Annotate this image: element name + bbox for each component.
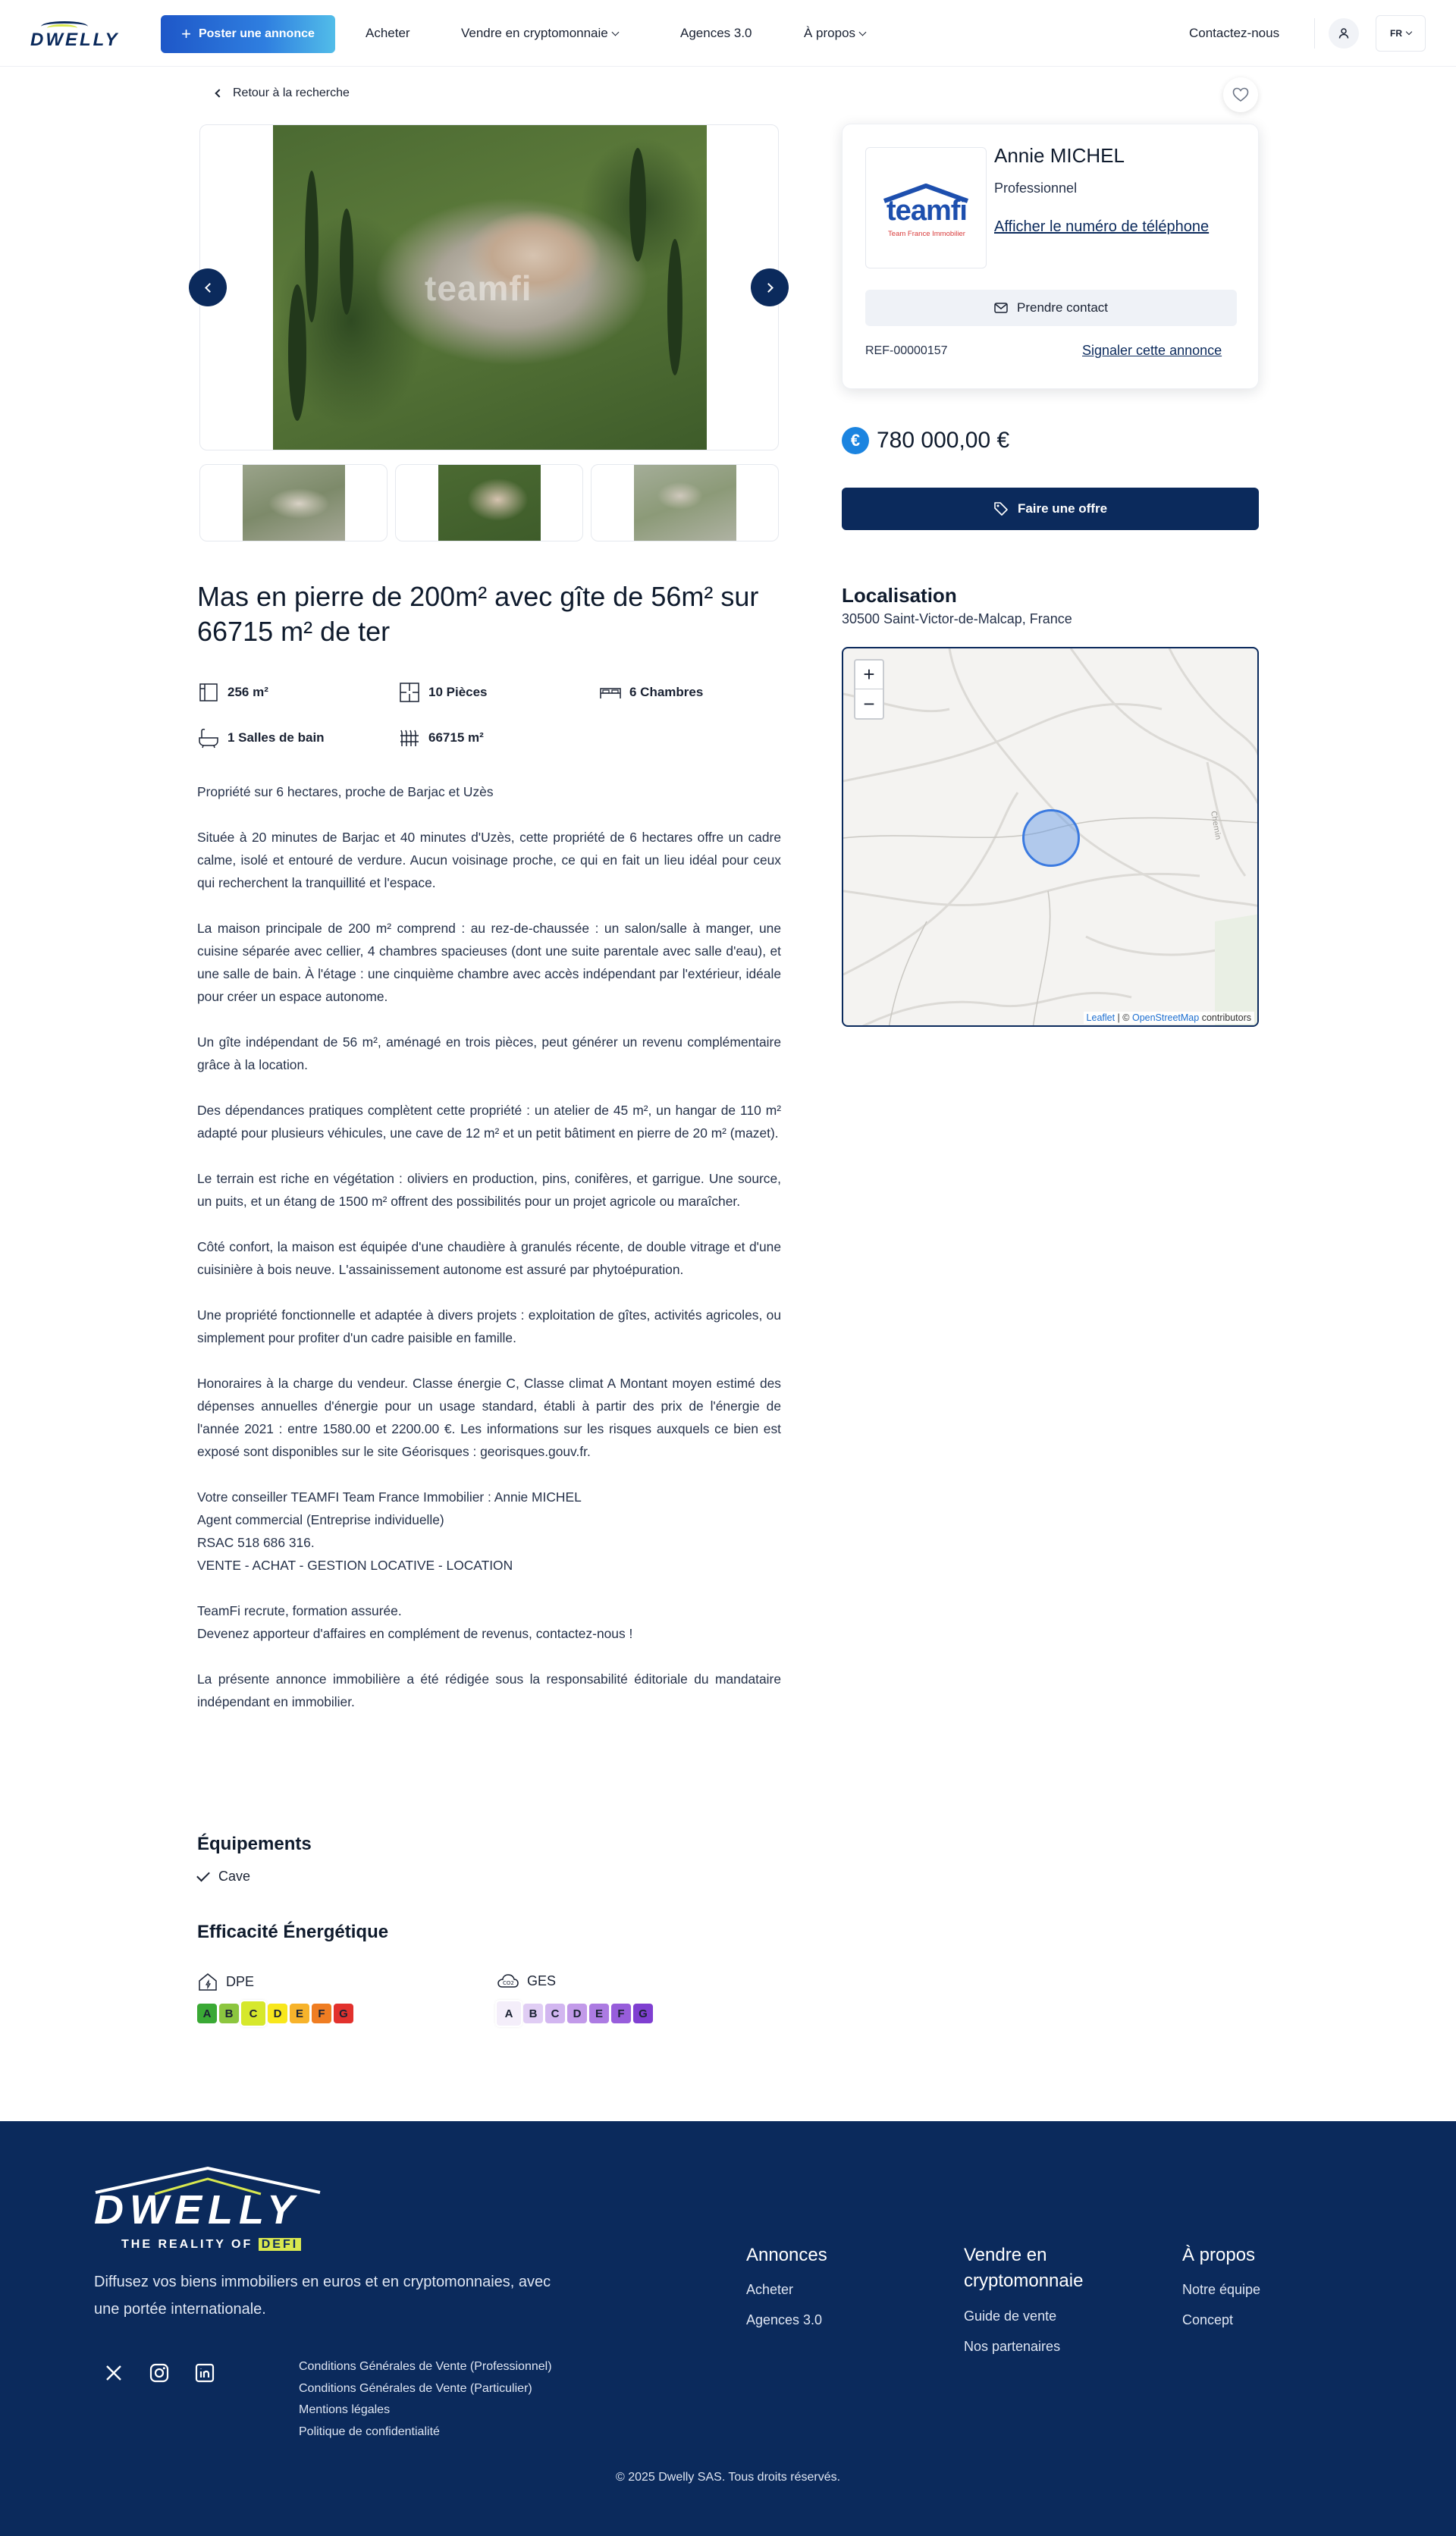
listing-title: Mas en pierre de 200m² avec gîte de 56m² sur 66715 m² de ter — [197, 581, 759, 647]
footer — [0, 2121, 1456, 2536]
show-phone-link[interactable]: Afficher le numéro de téléphone — [994, 218, 1210, 235]
agency-logo: teamfi Team France Immobilier — [865, 147, 987, 268]
photo-gallery — [199, 124, 779, 450]
back-to-search-link[interactable]: Retour à la recherche — [216, 86, 350, 100]
instagram-social-link[interactable] — [147, 2361, 171, 2385]
thumbnail-strip — [199, 464, 779, 541]
legal-notice-link[interactable]: Mentions légales — [299, 2403, 391, 2416]
equipment-item: Cave — [197, 1869, 250, 1885]
dpe-class: E — [290, 2004, 309, 2023]
price — [842, 427, 1009, 454]
location-heading: Localisation — [842, 584, 957, 607]
footer-description: Diffusez vos biens immobiliers en euros et en cryptomonnaies, avec une portée internationale. — [94, 2274, 551, 2318]
chevron-down-icon — [1406, 29, 1412, 35]
footer-link-guide[interactable]: Guide de vente — [964, 2308, 1057, 2324]
nav-contact-link[interactable]: Contactez-nous — [1189, 26, 1280, 40]
chevron-left-icon — [205, 283, 215, 293]
ges-class: G — [633, 2004, 653, 2023]
dpe-class: B — [219, 2004, 239, 2023]
svg-text:Chemin: Chemin — [1209, 810, 1222, 841]
dwelly-logo[interactable]: DWELLY — [30, 21, 117, 47]
ges-class: E — [589, 2004, 609, 2023]
location-address: 30500 Saint-Victor-de-Malcap, France — [842, 611, 1072, 626]
dpe-class: F — [312, 2004, 331, 2023]
leaflet-link[interactable]: Leaflet — [1086, 1012, 1116, 1023]
footer-link-acheter[interactable]: Acheter — [746, 2282, 794, 2297]
location-map[interactable] — [842, 647, 1259, 1027]
feature-bedrooms: 6 Chambres — [599, 681, 703, 704]
dpe-class: G — [334, 2004, 353, 2023]
check-icon — [196, 1869, 210, 1882]
ges-class: F — [611, 2004, 631, 2023]
nav-item-vendre-crypto[interactable]: Vendre en cryptomonnaie — [461, 26, 618, 41]
location-area-marker — [1022, 809, 1080, 867]
footer-column-title: Annonces — [746, 2245, 827, 2265]
feature-surface: 256 m² — [197, 681, 268, 704]
cgv-particulier-link[interactable]: Conditions Générales de Vente (Particulier) — [299, 2381, 532, 2395]
linkedin-social-link[interactable] — [193, 2361, 217, 2385]
nav-item-a-propos[interactable]: À propos — [804, 26, 865, 41]
footer-link-partners[interactable]: Nos partenaires — [964, 2339, 1061, 2354]
ges-class: D — [567, 2004, 587, 2023]
footer-link-team[interactable]: Notre équipe — [1182, 2282, 1261, 2297]
svg-text:CO2: CO2 — [503, 1980, 514, 1986]
dpe-class: C — [241, 2001, 265, 2026]
agent-role: Professionnel — [994, 180, 1078, 196]
legal-links — [299, 2356, 552, 2443]
dpe-class: D — [268, 2004, 287, 2023]
user-account-button[interactable] — [1329, 18, 1359, 49]
chevron-down-icon — [859, 28, 867, 36]
rooms-icon — [398, 681, 421, 704]
nav-divider — [1314, 18, 1315, 49]
dpe-label: DPE — [197, 1971, 254, 1992]
plus-icon: + — [181, 24, 191, 43]
user-icon — [1338, 27, 1350, 39]
footer-column-title: À propos — [1182, 2245, 1256, 2265]
make-offer-button[interactable]: Faire une offre — [842, 488, 1259, 530]
linkedin-icon — [195, 2363, 215, 2383]
cloud-co2-icon — [497, 1971, 519, 1991]
euro-icon: € — [842, 427, 869, 454]
tag-icon — [993, 501, 1009, 516]
thumbnail[interactable] — [199, 464, 388, 541]
chevron-down-icon — [611, 28, 619, 36]
x-social-link[interactable] — [102, 2361, 126, 2385]
thumbnail-active[interactable] — [395, 464, 583, 541]
listing-description: Propriété sur 6 hectares, proche de Barjac et Uzès Située à 20 minutes de Barjac et 40 minutes d'Uzès, cette propriété de 6 hectares offre un cadre calme, isolé et entouré de verdure. Aucun voisinage proche, ce qui en fait un lieu idéal pour ceux qui recherchent la tranquillité et l'espace. La maison principale de 200 m² comprend : au rez-de-chaussée : un salon/salle à manger, une cuisine séparée avec cellier, 4 chambres spacieuses (dont une suite parentale avec salle d'eau), et une salle de bain. À l'étage : une cinquième chambre avec accès indépendant par l'extérieur, idéale pour créer un espace autonome. Un gîte indépendant de 56 m², aménagé en trois pièces, peut générer un revenu complémentaire grâce à la location. Des dépendances pratiques complètent cette propriété : un atelier de 45 m², un hangar de 110 m² adapté pour plusieurs véhicules, une cave de 12 m² et un petit bâtiment en pierre de 20 m² (mazet). Le terrain est riche en végétation : oliviers en production, pins, conifères, et garrigue. Une source, un puits, et un étang de 1500 m² offrent des possibilités pour un projet agricole ou maraîcher. Côté confort, la maison est équipée d'une chaudière à granulés récente, de double vitrage et d'une cuisinière à bois neuve. L'assainissement autonome est assuré par phytoépuration. Une propriété fonctionnelle et adaptée à divers projets : exploitation de gîtes, activités agricoles, ou simplement pour profiter d'un cadre paisible en famille. Honoraires à la charge du vendeur. Classe énergie C, Classe climat A Montant moyen estimé des dépenses annuelles d'énergie pour un usage standard, établi à partir des prix de l'énergie de l'année 2021 : entre 1580.00 et 2200.00 €. Les informations sur les risques auxquels ce bien est exposé sont disponibles sur le site Géorisques : georisques.gouv.fr. Votre conseiller TEAMFI Team France Immobilier : Annie MICHEL Agent commercial (Entreprise individuelle) RSAC 518 686 316. VENTE - ACHAT - GESTION LOCATIVE - LOCATION TeamFi recrute, formation assurée. Devenez apporteur d'affaires en complément de revenus, contactez-nous ! La présente annonce immobilière a été rédigée sous la responsabilité éditoriale du mandataire indépendant en immobilier. — [197, 784, 781, 1709]
gallery-next-button[interactable] — [751, 268, 789, 306]
footer-logo[interactable]: DWELLY THE REALITY OF DEFI — [94, 2165, 329, 2256]
price-amount: 780 000,00 € — [877, 428, 1010, 453]
x-icon — [105, 2364, 123, 2382]
nav-item-acheter[interactable]: Acheter — [366, 26, 410, 40]
chevron-left-icon — [215, 89, 223, 97]
ges-class: B — [523, 2004, 543, 2023]
ges-class: C — [545, 2004, 565, 2023]
gallery-prev-button[interactable] — [189, 268, 227, 306]
surface-icon — [197, 681, 220, 704]
feature-bathrooms: 1 Salles de bain — [197, 727, 325, 749]
dpe-class: A — [197, 2004, 217, 2023]
land-icon — [398, 727, 421, 749]
heart-icon — [1232, 87, 1249, 102]
nav-item-agences[interactable]: Agences 3.0 — [680, 26, 752, 40]
equipment-heading: Équipements — [197, 1834, 312, 1854]
energy-heading: Efficacité Énergétique — [197, 1922, 389, 1942]
footer-column-title: Vendre en cryptomonnaie — [964, 2245, 1084, 2291]
bath-icon — [197, 727, 220, 749]
feature-land: 66715 m² — [398, 727, 484, 749]
language-selector[interactable]: FR — [1376, 15, 1426, 52]
chevron-right-icon — [764, 283, 774, 293]
ges-label: CO2 GES — [497, 1971, 556, 1991]
zoom-out-button[interactable]: − — [863, 692, 875, 715]
copyright: © 2025 Dwelly SAS. Tous droits réservés. — [615, 2471, 841, 2484]
ges-class: A — [497, 2001, 521, 2026]
agent-card — [842, 124, 1259, 389]
agent-name: Annie MICHEL — [994, 144, 1125, 167]
map-attribution: Leaflet | © OpenStreetMap contributors — [1084, 1012, 1254, 1024]
feature-rooms: 10 Pièces — [398, 681, 488, 704]
mail-icon — [994, 303, 1008, 313]
contact-button[interactable]: Prendre contact — [865, 290, 1237, 326]
thumbnail[interactable] — [591, 464, 779, 541]
bed-icon — [599, 681, 622, 704]
ges-scale — [497, 2004, 653, 2026]
openstreetmap-link[interactable]: OpenStreetMap — [1131, 1012, 1200, 1023]
zoom-in-button[interactable]: + — [855, 661, 883, 689]
privacy-policy-link[interactable]: Politique de confidentialité — [299, 2425, 440, 2438]
main-photo[interactable]: teamfi — [273, 125, 707, 450]
top-navbar — [0, 0, 1456, 67]
house-energy-icon — [197, 1971, 218, 1992]
instagram-icon — [149, 2363, 169, 2383]
map-zoom-controls — [854, 659, 884, 720]
report-listing-link[interactable]: Signaler cette annonce — [1082, 343, 1222, 358]
footer-link-concept[interactable]: Concept — [1182, 2312, 1234, 2327]
cgv-pro-link[interactable]: Conditions Générales de Vente (Professionnel) — [299, 2360, 552, 2373]
post-listing-button[interactable]: + Poster une annonce — [161, 15, 335, 53]
dpe-scale — [197, 2004, 353, 2026]
footer-link-agences[interactable]: Agences 3.0 — [746, 2312, 823, 2327]
favorite-button[interactable] — [1223, 77, 1258, 112]
listing-reference: REF-00000157 — [865, 344, 948, 357]
